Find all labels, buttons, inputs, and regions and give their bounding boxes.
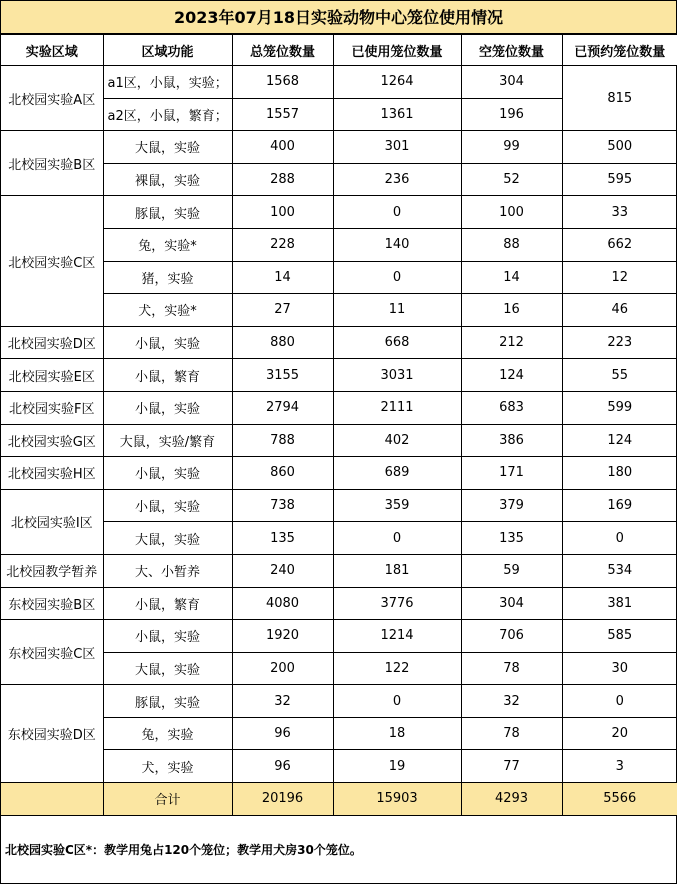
table-row	[1, 554, 677, 587]
function-cell: 大、小暂养	[103, 554, 232, 587]
used-cell: 11	[333, 294, 461, 327]
function-cell: 小鼠，实验	[103, 620, 232, 653]
total-cell: 96	[232, 750, 333, 783]
area-cell: 北校园实验F区	[1, 391, 103, 424]
reserved-cell: 124	[562, 424, 677, 457]
function-cell: 猪，实验	[103, 261, 232, 294]
reserved-cell: 46	[562, 294, 677, 327]
reserved-cell: 12	[562, 261, 677, 294]
used-cell: 1264	[333, 66, 461, 99]
reserved-cell: 815	[562, 66, 677, 131]
reserved-cell: 169	[562, 489, 677, 522]
total-cell: 3155	[232, 359, 333, 392]
total-cell: 4080	[232, 587, 333, 620]
total-cell: 27	[232, 294, 333, 327]
function-cell: 大鼠，实验	[103, 522, 232, 555]
table-row	[1, 652, 677, 685]
empty-cell: 32	[461, 685, 562, 718]
used-cell: 0	[333, 522, 461, 555]
totals-row	[1, 783, 677, 816]
used-cell: 689	[333, 457, 461, 490]
used-cell: 402	[333, 424, 461, 457]
function-cell: 大鼠，实验/繁育	[103, 424, 232, 457]
area-cell: 北校园实验B区	[1, 131, 103, 196]
area-cell: 北校园实验C区	[1, 196, 103, 326]
empty-cell: 59	[461, 554, 562, 587]
used-cell: 3776	[333, 587, 461, 620]
function-cell: 大鼠，实验	[103, 131, 232, 164]
empty-cell: 706	[461, 620, 562, 653]
empty-cell: 52	[461, 163, 562, 196]
area-cell: 东校园实验B区	[1, 587, 103, 620]
total-cell: 788	[232, 424, 333, 457]
used-cell: 1361	[333, 98, 461, 131]
table-row	[1, 66, 677, 99]
function-cell: 小鼠，实验	[103, 391, 232, 424]
footnote: 北校园实验C区*：教学用兔占120个笼位；教学用犬房30个笼位。	[5, 843, 362, 857]
total-cell: 200	[232, 652, 333, 685]
empty-cell: 100	[461, 196, 562, 229]
empty-cell: 304	[461, 66, 562, 99]
empty-cell: 77	[461, 750, 562, 783]
empty-cell: 212	[461, 326, 562, 359]
empty-cell: 14	[461, 261, 562, 294]
used-cell: 181	[333, 554, 461, 587]
empty-cell: 78	[461, 717, 562, 750]
header-total: 总笼位数量	[232, 35, 333, 66]
area-cell: 东校园实验D区	[1, 685, 103, 783]
empty-cell: 196	[461, 98, 562, 131]
reserved-cell: 662	[562, 228, 677, 261]
function-cell: 犬，实验*	[103, 294, 232, 327]
table-row	[1, 326, 677, 359]
empty-cell: 78	[461, 652, 562, 685]
function-cell: a2区，小鼠，繁育；	[103, 98, 232, 131]
header-reserved: 已预约笼位数量	[562, 35, 677, 66]
reserved-cell: 55	[562, 359, 677, 392]
empty-cell: 99	[461, 131, 562, 164]
table-row	[1, 131, 677, 164]
function-cell: 小鼠，实验	[103, 489, 232, 522]
function-cell: 豚鼠，实验	[103, 196, 232, 229]
table-row	[1, 750, 677, 783]
table-row	[1, 522, 677, 555]
area-cell: 北校园实验D区	[1, 326, 103, 359]
area-cell: 北校园教学暂养	[1, 554, 103, 587]
reserved-cell: 534	[562, 554, 677, 587]
function-cell: a1区，小鼠，实验；	[103, 66, 232, 99]
used-cell: 18	[333, 717, 461, 750]
total-cell: 228	[232, 228, 333, 261]
total-cell: 1920	[232, 620, 333, 653]
empty-cell: 304	[461, 587, 562, 620]
total-cell: 14	[232, 261, 333, 294]
total-cell: 1568	[232, 66, 333, 99]
empty-cell: 124	[461, 359, 562, 392]
reserved-cell: 30	[562, 652, 677, 685]
area-cell: 北校园实验G区	[1, 424, 103, 457]
reserved-cell: 20	[562, 717, 677, 750]
table-row	[1, 457, 677, 490]
used-cell: 140	[333, 228, 461, 261]
table-row	[1, 163, 677, 196]
table-row	[1, 359, 677, 392]
used-cell: 668	[333, 326, 461, 359]
totals-label: 合计	[103, 783, 232, 816]
header-function: 区域功能	[103, 35, 232, 66]
table-row	[1, 391, 677, 424]
table-row	[1, 717, 677, 750]
totals-total: 20196	[232, 783, 333, 816]
used-cell: 359	[333, 489, 461, 522]
used-cell: 0	[333, 685, 461, 718]
function-cell: 小鼠，繁育	[103, 359, 232, 392]
function-cell: 兔，实验*	[103, 228, 232, 261]
reserved-cell: 595	[562, 163, 677, 196]
function-cell: 裸鼠，实验	[103, 163, 232, 196]
table-row	[1, 587, 677, 620]
empty-cell: 171	[461, 457, 562, 490]
totals-empty: 4293	[461, 783, 562, 816]
used-cell: 0	[333, 261, 461, 294]
total-cell: 2794	[232, 391, 333, 424]
reserved-cell: 33	[562, 196, 677, 229]
used-cell: 19	[333, 750, 461, 783]
used-cell: 3031	[333, 359, 461, 392]
table-row	[1, 228, 677, 261]
function-cell: 小鼠，实验	[103, 326, 232, 359]
function-cell: 大鼠，实验	[103, 652, 232, 685]
total-cell: 100	[232, 196, 333, 229]
used-cell: 2111	[333, 391, 461, 424]
table-row	[1, 685, 677, 718]
totals-reserved: 5566	[562, 783, 677, 816]
area-cell: 北校园实验H区	[1, 457, 103, 490]
function-cell: 兔，实验	[103, 717, 232, 750]
total-cell: 400	[232, 131, 333, 164]
reserved-cell: 599	[562, 391, 677, 424]
total-cell: 240	[232, 554, 333, 587]
table-row	[1, 196, 677, 229]
table-row	[1, 261, 677, 294]
total-cell: 738	[232, 489, 333, 522]
reserved-cell: 500	[562, 131, 677, 164]
total-cell: 880	[232, 326, 333, 359]
total-cell: 32	[232, 685, 333, 718]
total-cell: 135	[232, 522, 333, 555]
table-row	[1, 424, 677, 457]
reserved-cell: 3	[562, 750, 677, 783]
empty-cell: 88	[461, 228, 562, 261]
function-cell: 犬，实验	[103, 750, 232, 783]
empty-cell: 683	[461, 391, 562, 424]
area-cell: 北校园实验E区	[1, 359, 103, 392]
total-cell: 860	[232, 457, 333, 490]
empty-cell: 135	[461, 522, 562, 555]
empty-cell: 379	[461, 489, 562, 522]
header-area: 实验区域	[1, 35, 103, 66]
used-cell: 0	[333, 196, 461, 229]
used-cell: 236	[333, 163, 461, 196]
table-row	[1, 294, 677, 327]
reserved-cell: 0	[562, 522, 677, 555]
reserved-cell: 223	[562, 326, 677, 359]
reserved-cell: 180	[562, 457, 677, 490]
used-cell: 122	[333, 652, 461, 685]
table-row	[1, 620, 677, 653]
usage-table	[1, 34, 677, 816]
report-title: 2023年07月18日实验动物中心笼位使用情况	[1, 1, 676, 34]
area-cell: 北校园实验I区	[1, 489, 103, 554]
header-used: 已使用笼位数量	[333, 35, 461, 66]
area-cell: 北校园实验A区	[1, 66, 103, 131]
reserved-cell: 381	[562, 587, 677, 620]
totals-used: 15903	[333, 783, 461, 816]
area-cell: 东校园实验C区	[1, 620, 103, 685]
totals-blank-cell	[1, 783, 103, 816]
function-cell: 小鼠，繁育	[103, 587, 232, 620]
reserved-cell: 585	[562, 620, 677, 653]
empty-cell: 386	[461, 424, 562, 457]
total-cell: 288	[232, 163, 333, 196]
function-cell: 小鼠，实验	[103, 457, 232, 490]
used-cell: 1214	[333, 620, 461, 653]
reserved-cell: 0	[562, 685, 677, 718]
header-empty: 空笼位数量	[461, 35, 562, 66]
function-cell: 豚鼠，实验	[103, 685, 232, 718]
used-cell: 301	[333, 131, 461, 164]
total-cell: 1557	[232, 98, 333, 131]
table-header-row	[1, 35, 677, 66]
total-cell: 96	[232, 717, 333, 750]
empty-cell: 16	[461, 294, 562, 327]
table-row	[1, 489, 677, 522]
